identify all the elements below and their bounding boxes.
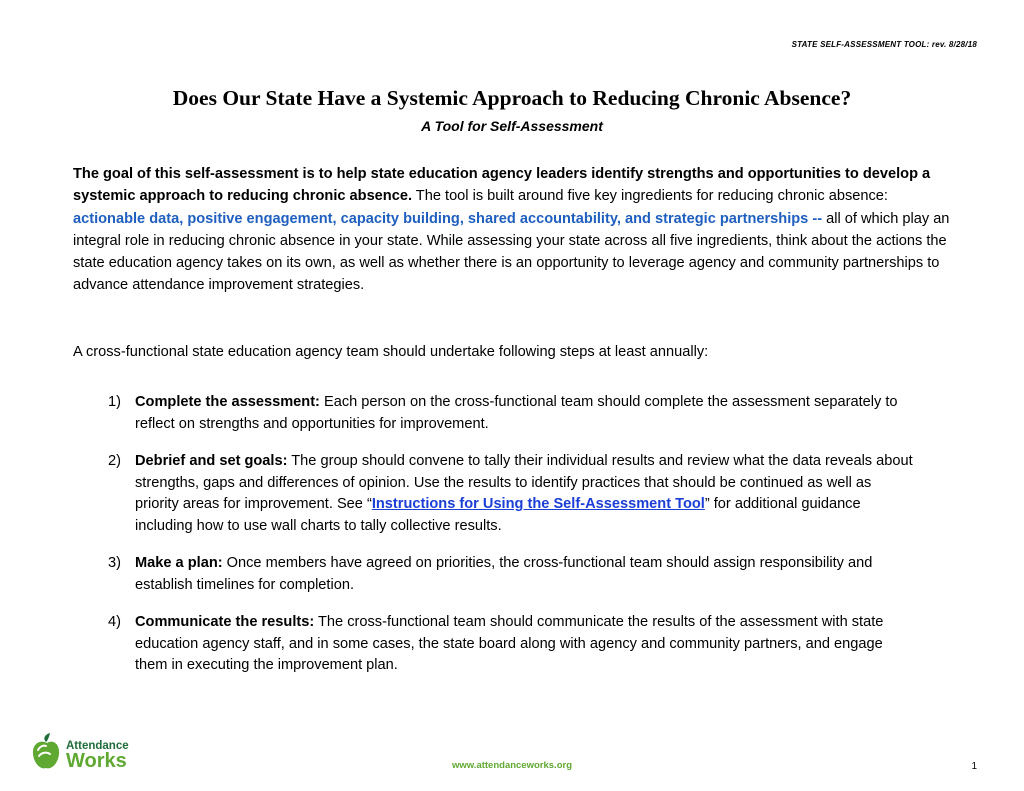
step-item — [108, 392, 918, 435]
intro-bold-lead: The goal of this self-assessment is to help state education agency leaders identify strengths and opportunities to develop a systemic approach to reducing chronic absence. — [73, 166, 931, 205]
step-heading: Make a plan: — [135, 555, 223, 571]
intro-text-1: The tool is built around five key ingredients for reducing chronic absence: — [412, 188, 888, 205]
header-revision-note: STATE SELF-ASSESSMENT TOOL: rev. 8/28/18 — [791, 40, 977, 49]
step-item — [108, 612, 918, 677]
intro-text-2: all of which play an integral role in reducing chronic absence in your state. While assessing your state across all five ingredients, think about the actions the state education agency takes on its own, as well as whether there is an opportunity to leverage agency and community partnerships to advance attendance improvement strategies. — [73, 210, 950, 294]
step-number: 4) — [108, 614, 121, 630]
step-heading: Debrief and set goals: — [135, 453, 288, 469]
instructions-link[interactable]: Instructions for Using the Self-Assessment Tool — [371, 496, 705, 512]
step-body — [135, 392, 918, 435]
step-body — [135, 612, 918, 677]
step-item — [108, 553, 918, 596]
step-body — [135, 553, 918, 596]
step-text: Each person on the cross-functional team should complete the assessment separately to reflect on strengths and opportunities for improvement. — [135, 394, 898, 432]
step-body — [135, 451, 918, 537]
step-heading: Communicate the results: — [135, 614, 315, 630]
intro-ingredients: actionable data, positive engagement, capacity building, shared accountability, and strategic partnerships -- — [73, 210, 823, 227]
steps-intro: A cross-functional state education agency team should undertake following steps at least annually: — [73, 344, 709, 360]
step-number: 1) — [108, 394, 121, 410]
step-text: The cross-functional team should communicate the results of the assessment with state education agency staff, and in some cases, the state board along with agency and community partners, and engage them in executing the improvement plan. — [135, 614, 884, 673]
logo-text-works: Works — [66, 750, 127, 772]
step-text-after: ” for additional guidance including how to use wall charts to tally collective results. — [135, 496, 861, 534]
page-number: 1 — [971, 761, 977, 772]
step-number: 3) — [108, 555, 121, 571]
logo-text-attendance: Attendance — [66, 740, 129, 752]
footer-url[interactable]: www.attendanceworks.org — [451, 760, 572, 771]
intro-paragraph — [73, 163, 953, 297]
step-number: 2) — [108, 453, 121, 469]
step-text: The group should convene to tally their individual results and review what the data reveals about strengths, gaps and differences of opinion. Use the results to identify practices that should be continued as well as priority areas for improvement. See “ — [135, 453, 913, 512]
step-item — [108, 451, 918, 537]
page-title: Does Our State Have a Systemic Approach to Reducing Chronic Absence? — [172, 86, 852, 110]
step-heading: Complete the assessment: — [135, 394, 320, 410]
steps-list — [108, 392, 918, 693]
step-text: Once members have agreed on priorities, the cross-functional team should assign responsibility and establish timelines for completion. — [135, 555, 873, 593]
page-subtitle: A Tool for Self-Assessment — [421, 118, 603, 134]
